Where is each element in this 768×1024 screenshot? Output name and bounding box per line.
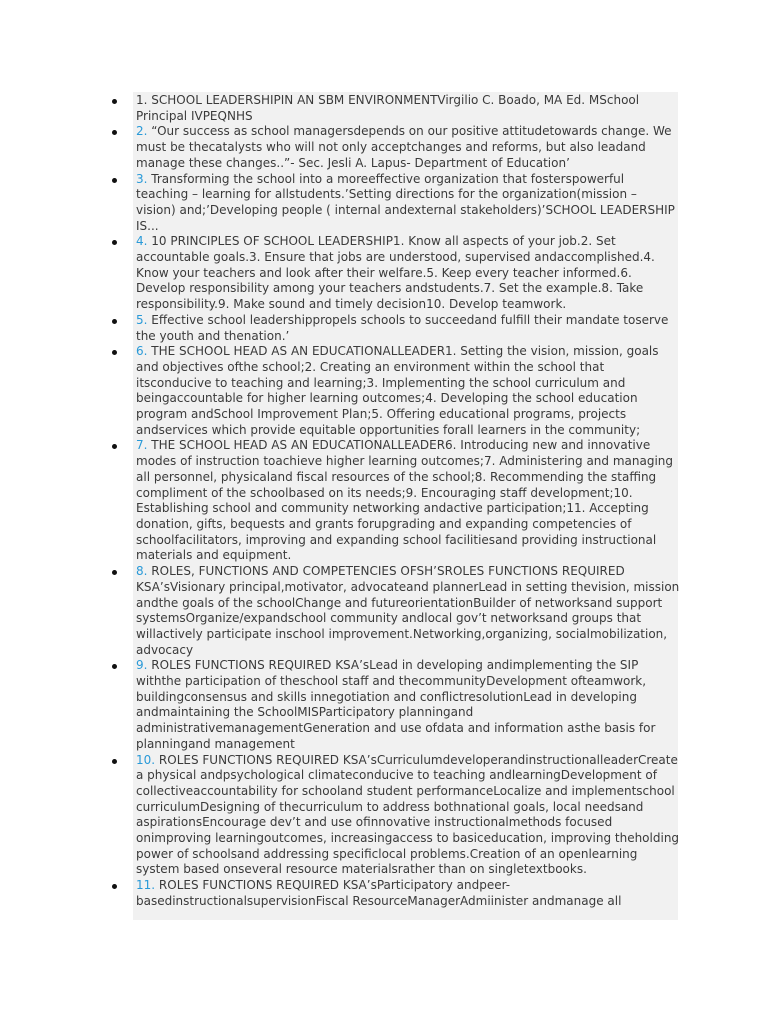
item-text: “Our success as school managersdepends on our positive attitudetowards change. We must be thecatalysts who will not only acceptchanges and reforms, but also leadand manage these changes..”- Sec. Jesli A. Lapus- Department of Education’ [136, 124, 672, 170]
item-text: ROLES FUNCTIONS REQUIRED KSA’sLead in developing andimplementing the SIP withthe participation of theschool staff and thecommunityDevelopment ofteamwork, buildingconsensus and skills innegotiation and conflictresolutionLead in developing andmaintaining the SchoolMISParticipatory planningand administrativemanagementGeneration and use ofdata and information asthe basis for planningand management [136, 658, 656, 751]
list-item [108, 753, 680, 879]
list-item [108, 172, 680, 235]
item-text: ROLES FUNCTIONS REQUIRED KSA’sCurriculumdeveloperandinstructionalleaderCreate a physical andpsychological climateconducive to teaching andlearningDevelopment of collectiveaccountability for schooland student performanceLocalize and implementschool curriculumDesigning of thecurriculum to address bothnational goals, local needsand aspirationsEncourage dev’t and use ofinnovative instructionalmethods focused onimproving learningoutcomes, increasingaccess to basiceducation, improving theholding power of schoolsand addressing specificlocal problems.Creation of an openlearning system based onseveral resource materialsrather than on singletextbooks. [136, 752, 680, 877]
item-number-link[interactable]: 7. [136, 438, 148, 453]
item-text: Effective school leadershippropels schools to succeedand fulfill their mandate toserve the youth and thenation.’ [136, 312, 669, 343]
list-item [108, 878, 680, 909]
item-number: 1. [136, 93, 148, 107]
bullet-icon [112, 884, 117, 889]
item-text: SCHOOL LEADERSHIPIN AN SBM ENVIRONMENTVirgilio C. Boado, MA Ed. MSchool Principal IVPEQNHS [136, 93, 640, 123]
list-item [108, 93, 680, 124]
item-number-link[interactable]: 8. [136, 564, 148, 579]
bullet-icon [112, 759, 117, 764]
item-number-link[interactable]: 4. [136, 234, 148, 249]
bullet-icon [112, 350, 117, 355]
list-item [108, 124, 680, 171]
item-text: 10 PRINCIPLES OF SCHOOL LEADERSHIP1. Know all aspects of your job.2. Set accountable goals.3. Ensure that jobs are understood, supervised andaccomplished.4. Know your teachers and look after their welfare.5. Keep every teacher informed.6. Develop responsibility among your teachers andstudents.7. Set the example.8. Take responsibility.9. Make sound and timely decision10. Develop teamwork. [136, 234, 655, 312]
item-number-link[interactable]: 2. [136, 124, 148, 139]
bullet-icon [112, 664, 117, 669]
list-item [108, 344, 680, 438]
list-item [108, 313, 680, 344]
item-text: THE SCHOOL HEAD AS AN EDUCATIONALLEADER6. Introducing new and innovative modes of instruction toachieve higher learning outcomes;7. Administering and managing all personnel, physicaland fiscal resources of the school;8. Recommending the staffing compliment of the schoolbased on its needs;9. Encouraging staff development;10. Establishing school and community networking andactive participation;11. Accepting donation, gifts, bequests and grants forupgrading and expanding competencies of schoolfacilitators, improving and expanding school facilitiesand providing instructional materials and equipment. [136, 438, 674, 563]
bullet-icon [112, 240, 117, 245]
bullet-icon [112, 570, 117, 575]
item-number-link[interactable]: 10. [136, 752, 156, 767]
item-text: Transforming the school into a moreeffective organization that fosterspowerful teaching – learning for allstudents.’Setting directions for the organization(mission – vision) and;’Developing people ( internal andexternal stakeholders)’SCHOOL LEADERSHIP IS... [136, 171, 675, 233]
list-item [108, 564, 680, 658]
slide-list [108, 93, 680, 910]
bullet-icon [112, 130, 117, 135]
item-number-link[interactable]: 9. [136, 658, 148, 673]
item-text: ROLES FUNCTIONS REQUIRED KSA’sParticipatory andpeer-basedinstructionalsupervisionFiscal ResourceManagerAdmiinister andmanage all [136, 878, 622, 908]
item-number-link[interactable]: 6. [136, 344, 148, 359]
bullet-icon [112, 444, 117, 449]
list-item [108, 438, 680, 564]
item-number-link[interactable]: 11. [136, 878, 156, 893]
bullet-icon [112, 319, 117, 324]
item-number-link[interactable]: 5. [136, 312, 148, 327]
item-text: THE SCHOOL HEAD AS AN EDUCATIONALLEADER1. Setting the vision, mission, goals and objectives ofthe school;2. Creating an environment within the school that itsconducive to teaching and learning;3. Implementing the school curriculum and beingaccountable for higher learning outcomes;4. Developing the school education program andSchool Improvement Plan;5. Offering educational programs, projects andservices which provide equitable opportunities forall learners in the community; [136, 344, 659, 437]
bullet-icon [112, 99, 117, 104]
bullet-icon [112, 178, 117, 183]
list-item [108, 658, 680, 752]
list-item [108, 234, 680, 313]
item-text: ROLES, FUNCTIONS AND COMPETENCIES OFSH’SROLES FUNCTIONS REQUIRED KSA’sVisionary principal,motivator, advocateand plannerLead in setting thevision, mission andthe goals of the schoolChange and futureorientationBuilder of networksand support systemsOrganize/expandschool community andlocal gov’t networksand groups that willactively participate inschool improvement.Networking,organizing, socialmobilization, advocacy [136, 564, 680, 657]
item-number-link[interactable]: 3. [136, 171, 148, 186]
